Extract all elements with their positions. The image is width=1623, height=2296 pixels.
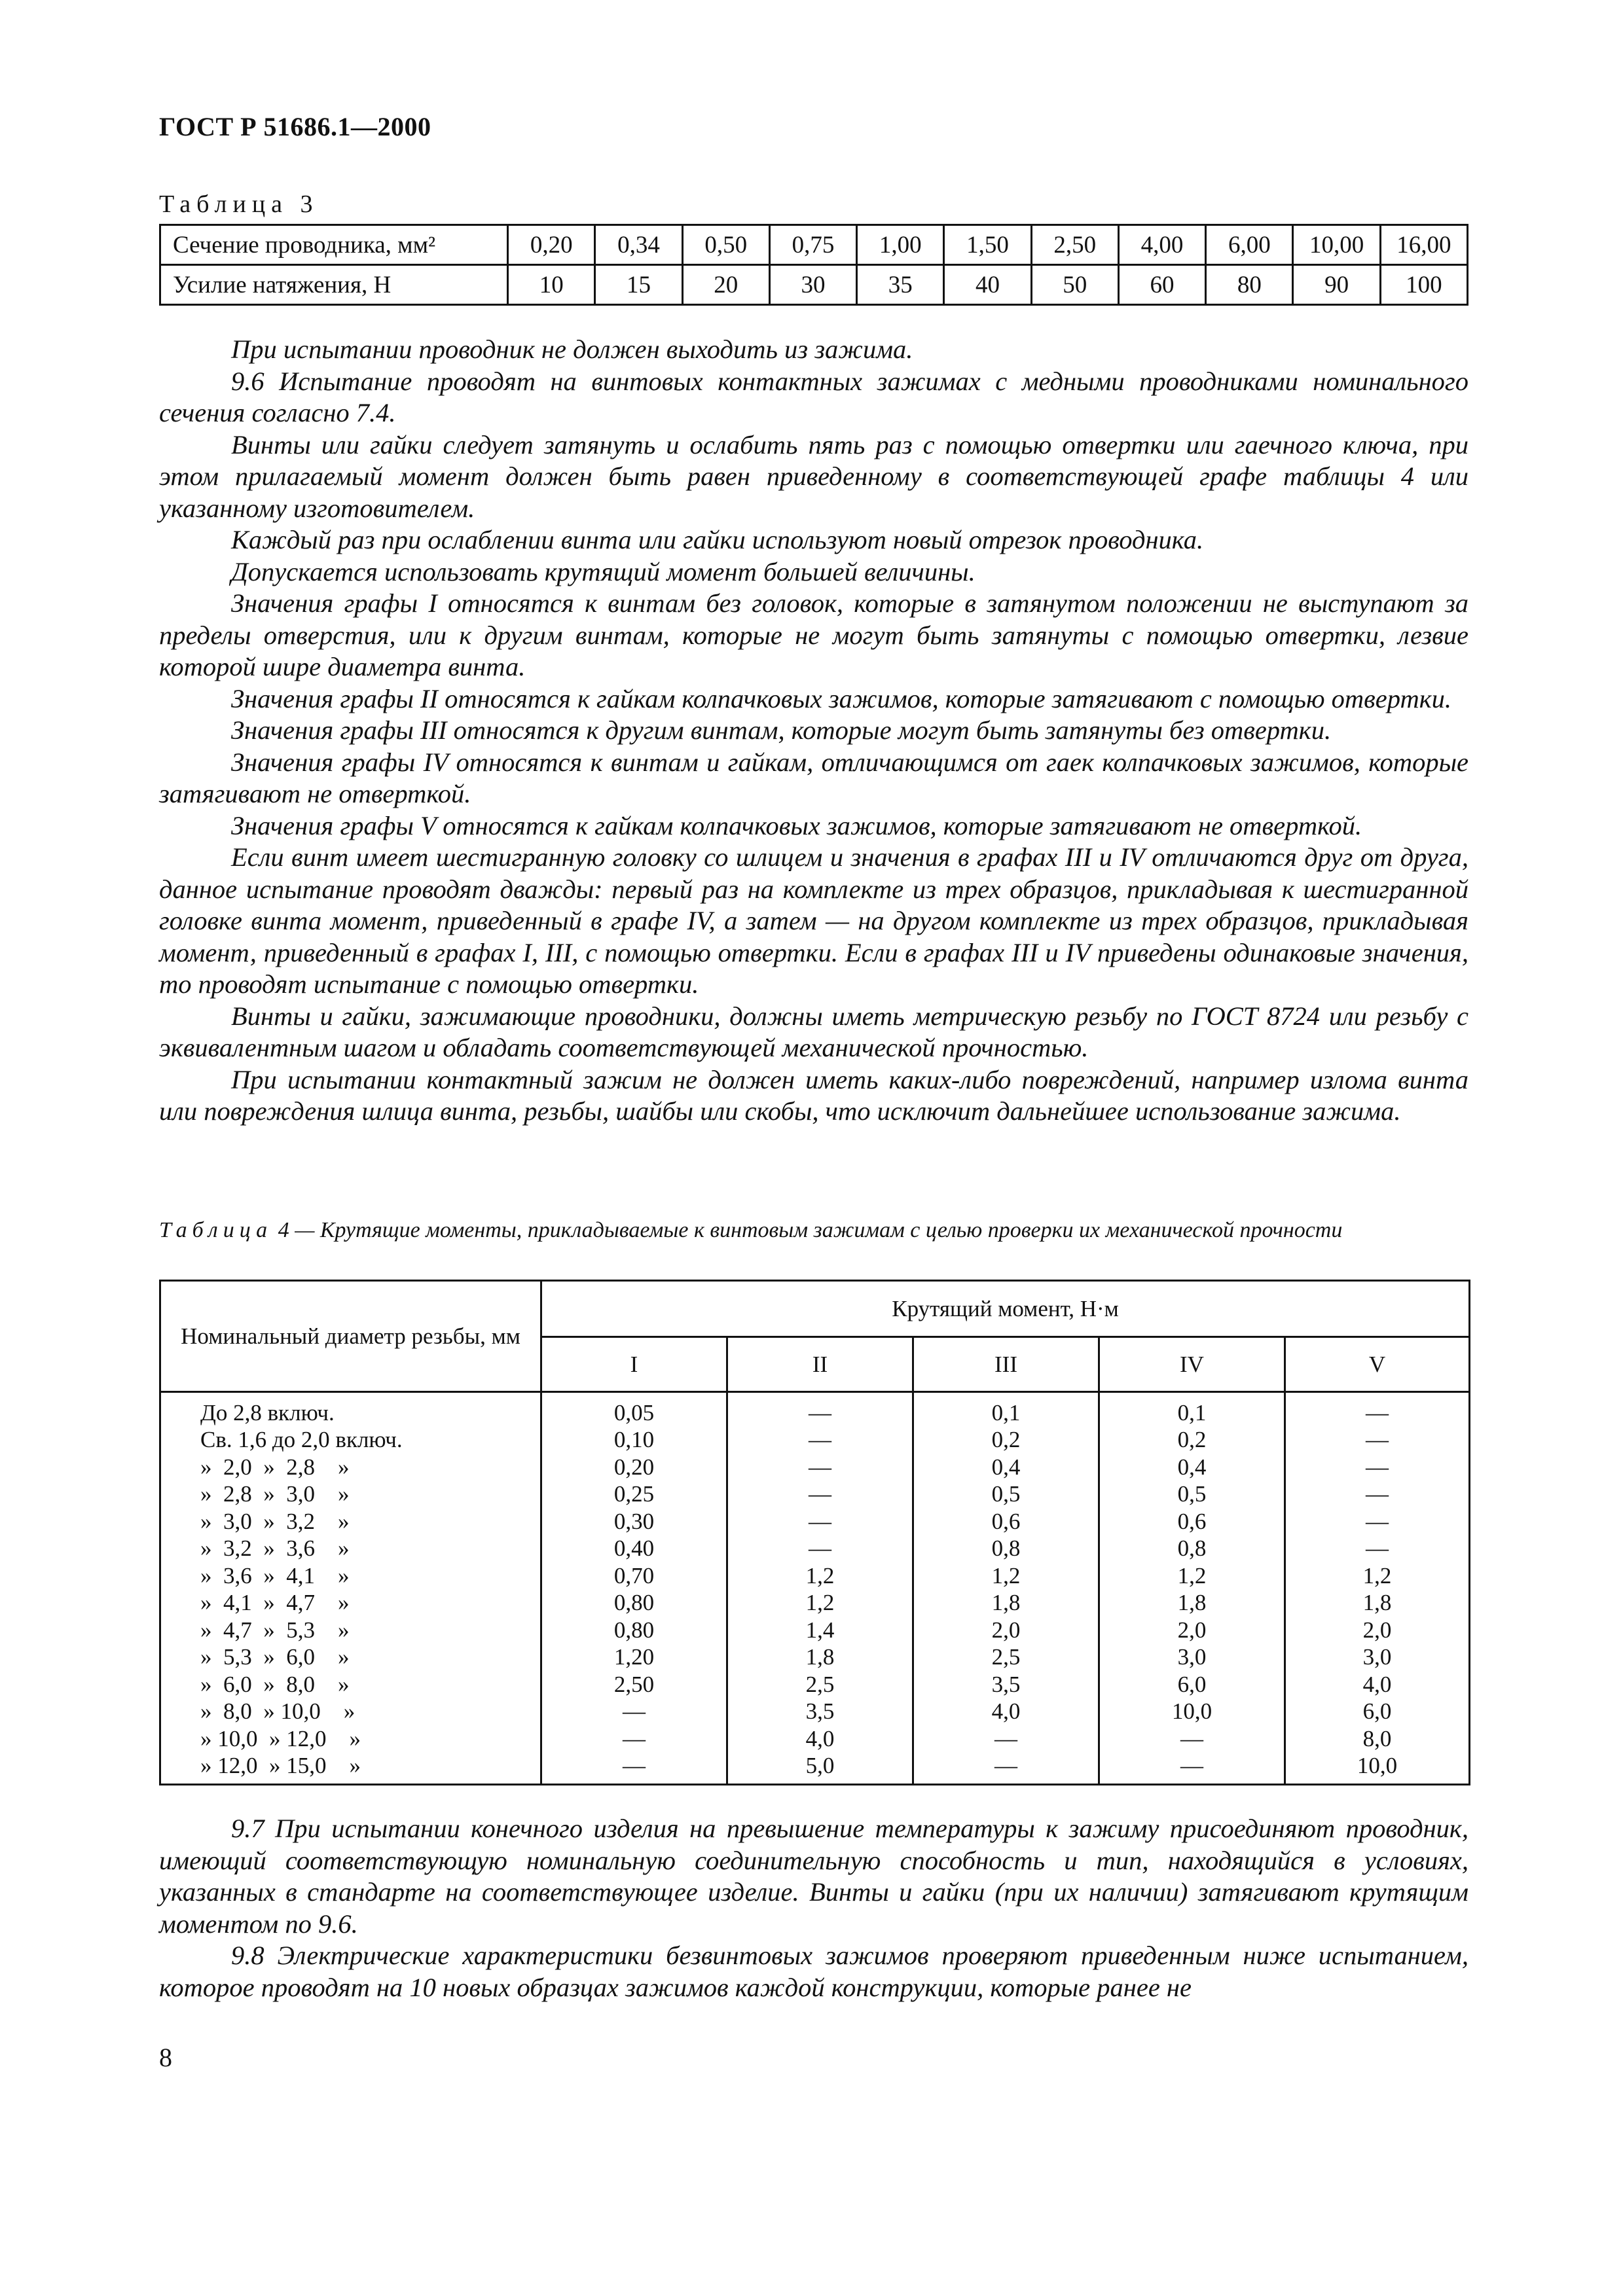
- table-cell: 60: [1118, 265, 1205, 305]
- table-cell: 2,50: [541, 1671, 727, 1698]
- table-row: [160, 1644, 1470, 1672]
- table-row: [160, 1698, 1470, 1726]
- table-cell: 1,00: [857, 225, 944, 265]
- table-cell: 0,2: [1099, 1427, 1285, 1454]
- table-cell: 2,0: [1099, 1617, 1285, 1644]
- table-cell: 0,75: [769, 225, 856, 265]
- table-cell: 0,6: [913, 1508, 1099, 1535]
- table-cell: 0,70: [541, 1562, 727, 1590]
- table-cell-diameter: » 10,0 » 12,0 »: [160, 1725, 541, 1753]
- table-row: [160, 1671, 1470, 1698]
- table-cell: 0,25: [541, 1481, 727, 1509]
- table-cell: 10: [508, 265, 595, 305]
- table-cell: 0,1: [1099, 1392, 1285, 1427]
- table-header-row: [160, 1281, 1470, 1337]
- table3-caption: Таблица 3: [159, 190, 319, 218]
- table-cell: 1,8: [913, 1590, 1099, 1617]
- table-row: [160, 265, 1468, 305]
- table-row: [160, 225, 1468, 265]
- table-cell: 35: [857, 265, 944, 305]
- table-cell: —: [727, 1508, 913, 1535]
- paragraph: Каждый раз при ослаблении винта или гайки используют новый отрезок проводника.: [231, 525, 1204, 554]
- table-cell: 4,0: [727, 1725, 913, 1753]
- table-cell-diameter: До 2,8 включ.: [160, 1392, 541, 1427]
- table-cell: —: [1099, 1753, 1285, 1785]
- table4-caption-text: 4 — Крутящие моменты, прикладываемые к винтовым зажимам с целью проверки их механической прочности: [278, 1218, 1343, 1242]
- table-cell-diameter: » 3,2 » 3,6 »: [160, 1535, 541, 1563]
- table4-subheader: IV: [1099, 1337, 1285, 1392]
- paragraph: Значения графы IV относятся к винтам и гайкам, отличающимся от гаек колпачковых зажимов, которые затягивают не отверткой.: [159, 747, 1468, 808]
- paragraph: Значения графы III относятся к другим винтам, которые могут быть затянуты без отвертки.: [231, 715, 1332, 745]
- table-cell-diameter: » 5,3 » 6,0 »: [160, 1644, 541, 1672]
- table-cell: 3,5: [727, 1698, 913, 1726]
- table-cell: 1,20: [541, 1644, 727, 1672]
- table-cell: —: [727, 1481, 913, 1509]
- table-cell: —: [1285, 1508, 1470, 1535]
- table-cell: 0,4: [1099, 1454, 1285, 1481]
- body-text-block-1: [159, 334, 1468, 1128]
- table-row: [160, 1392, 1470, 1427]
- table-cell: 1,2: [727, 1562, 913, 1590]
- table-cell: 4,00: [1118, 225, 1205, 265]
- table-row: [160, 1725, 1470, 1753]
- table3: [159, 224, 1468, 306]
- table-cell: 0,40: [541, 1535, 727, 1563]
- table-row: [160, 1562, 1470, 1590]
- document-header: ГОСТ Р 51686.1—2000: [159, 112, 431, 141]
- table-cell: 2,5: [727, 1671, 913, 1698]
- table-cell: 15: [595, 265, 682, 305]
- table-row: [160, 1753, 1470, 1785]
- table-cell: 2,0: [913, 1617, 1099, 1644]
- paragraph: 9.8 Электрические характеристики безвинтовых зажимов проверяют приведенным ниже испытанием, которое проводят на 10 новых образцах зажимов каждой конструкции, которые ранее не: [159, 1941, 1468, 2002]
- table-cell-diameter: » 4,7 » 5,3 »: [160, 1617, 541, 1644]
- table-cell-diameter: Св. 1,6 до 2,0 включ.: [160, 1427, 541, 1454]
- paragraph: Винты и гайки, зажимающие проводники, должны иметь метрическую резьбу по ГОСТ 8724 или резьбу с эквивалентным шагом и обладать соответствующей механической прочностью.: [159, 1001, 1468, 1062]
- table-cell: —: [727, 1454, 913, 1481]
- table-cell: 8,0: [1285, 1725, 1470, 1753]
- table-cell: 5,0: [727, 1753, 913, 1785]
- table4: [159, 1280, 1470, 1785]
- table-cell: 10,00: [1293, 225, 1380, 265]
- table-cell: 3,0: [1099, 1644, 1285, 1672]
- table-cell: 1,8: [727, 1644, 913, 1672]
- table-cell-diameter: » 4,1 » 4,7 »: [160, 1590, 541, 1617]
- table-cell: 0,5: [913, 1481, 1099, 1509]
- paragraph: Винты или гайки следует затянуть и ослабить пять раз с помощью отвертки или гаечного ключа, при этом прилагаемый момент должен быть равен приведенному в соответствующей графе таблицы 4 или указанному изготовителем.: [159, 429, 1468, 523]
- table-cell-diameter: » 8,0 » 10,0 »: [160, 1698, 541, 1726]
- table-cell: 1,8: [1285, 1590, 1470, 1617]
- table-cell-diameter: » 12,0 » 15,0 »: [160, 1753, 541, 1785]
- table-row: [160, 1535, 1470, 1563]
- table-cell: 0,20: [508, 225, 595, 265]
- paragraph: Значения графы V относятся к гайкам колпачковых зажимов, которые затягивают не отверткой.: [231, 810, 1362, 840]
- table4-subheader: III: [913, 1337, 1099, 1392]
- table-cell: 0,10: [541, 1427, 727, 1454]
- table-row: [160, 1590, 1470, 1617]
- table-cell: —: [1099, 1725, 1285, 1753]
- paragraph: При испытании проводник не должен выходить из зажима.: [231, 334, 913, 364]
- table-cell: —: [541, 1753, 727, 1785]
- table-cell: 30: [769, 265, 856, 305]
- table-cell: 6,0: [1099, 1671, 1285, 1698]
- table-cell: 40: [944, 265, 1031, 305]
- table-cell: 1,2: [913, 1562, 1099, 1590]
- table-cell: —: [1285, 1481, 1470, 1509]
- table-cell: 3,5: [913, 1671, 1099, 1698]
- table-row: [160, 1481, 1470, 1509]
- table-cell: 0,80: [541, 1590, 727, 1617]
- table-cell: 16,00: [1380, 225, 1467, 265]
- table-cell: 20: [682, 265, 769, 305]
- table-row: [160, 1454, 1470, 1481]
- table-cell: 0,4: [913, 1454, 1099, 1481]
- table-cell: 4,0: [1285, 1671, 1470, 1698]
- table4-caption: [159, 1217, 1468, 1244]
- table-cell: —: [1285, 1392, 1470, 1427]
- table-cell: —: [541, 1725, 727, 1753]
- table4-subheader: V: [1285, 1337, 1470, 1392]
- table-cell: 1,50: [944, 225, 1031, 265]
- table4-col1-header: Номинальный диаметр резьбы, мм: [160, 1281, 541, 1392]
- table-cell: —: [727, 1427, 913, 1454]
- table-cell: —: [1285, 1454, 1470, 1481]
- table-cell: 0,05: [541, 1392, 727, 1427]
- table-cell: 3,0: [1285, 1644, 1470, 1672]
- table-cell: 1,2: [1285, 1562, 1470, 1590]
- table-cell: 0,8: [1099, 1535, 1285, 1563]
- table-cell: 0,2: [913, 1427, 1099, 1454]
- table-cell: 0,50: [682, 225, 769, 265]
- table-cell: —: [727, 1392, 913, 1427]
- table-cell-diameter: » 3,0 » 3,2 »: [160, 1508, 541, 1535]
- table-cell: 0,30: [541, 1508, 727, 1535]
- table-cell: 6,0: [1285, 1698, 1470, 1726]
- table4-body: [160, 1392, 1470, 1785]
- table4-caption-label: Таблица: [159, 1218, 273, 1242]
- table-cell: 2,0: [1285, 1617, 1470, 1644]
- paragraph: Значения графы I относятся к винтам без головок, которые в затянутом положении не выступают за пределы отверстия, или к другим винтам, которые не могут быть затянуты с помощью отвертки, лезвие которой шире диаметра винта.: [159, 588, 1468, 681]
- paragraph: 9.6 Испытание проводят на винтовых контактных зажимах с медными проводниками номинального сечения согласно 7.4.: [159, 366, 1468, 427]
- table-cell: —: [913, 1725, 1099, 1753]
- table-cell: 90: [1293, 265, 1380, 305]
- paragraph: При испытании контактный зажим не должен иметь каких-либо повреждений, например излома винта или повреждения шлица винта, резьбы, шайбы или скобы, что исключит дальнейшее использование зажима.: [159, 1064, 1468, 1126]
- table-cell-diameter: » 6,0 » 8,0 »: [160, 1671, 541, 1698]
- table-cell: 10,0: [1099, 1698, 1285, 1726]
- table-cell: —: [913, 1753, 1099, 1785]
- table-cell: Усилие натяжения, Н: [160, 265, 508, 305]
- table-cell: —: [727, 1535, 913, 1563]
- table-cell: 2,5: [913, 1644, 1099, 1672]
- table-cell: 6,00: [1206, 225, 1293, 265]
- body-text-block-2: [159, 1813, 1468, 2003]
- table-cell: 2,50: [1031, 225, 1118, 265]
- table-cell: 1,8: [1099, 1590, 1285, 1617]
- table-cell: 0,20: [541, 1454, 727, 1481]
- table-cell: 50: [1031, 265, 1118, 305]
- table-cell: 80: [1206, 265, 1293, 305]
- table-row: [160, 1617, 1470, 1644]
- table4-subheader: II: [727, 1337, 913, 1392]
- table-cell: 1,2: [1099, 1562, 1285, 1590]
- table-row: [160, 1508, 1470, 1535]
- table4-group-header: Крутящий момент, Н·м: [541, 1281, 1470, 1337]
- paragraph: 9.7 При испытании конечного изделия на превышение температуры к зажиму присоединяют проводник, имеющий соответствующую номинальную соединительную способность и тип, находящийся в условиях, указанных в стандарте на соответствующее изделие. Винты и гайки (при их наличии) затягивают крутящим моментом по 9.6.: [159, 1814, 1468, 1939]
- table-cell: —: [1285, 1427, 1470, 1454]
- table-cell: 0,5: [1099, 1481, 1285, 1509]
- table-cell: Сечение проводника, мм²: [160, 225, 508, 265]
- table-cell: 10,0: [1285, 1753, 1470, 1785]
- table-cell-diameter: » 2,0 » 2,8 »: [160, 1454, 541, 1481]
- paragraph: Если винт имеет шестигранную головку со шлицем и значения в графах III и IV отличаются друг от друга, данное испытание проводят дважды: первый раз на комплекте из трех образцов, прикладывая к шестигранной головке винта момент, приведенный в графе IV, а затем — на другом комплекте из трех образцов, прикладывая момент, приведенный в графах I, III, с помощью отвертки. Если в графах III и IV приведены одинаковые значения, то проводят испытание с помощью отвертки.: [159, 842, 1468, 999]
- table-cell: 0,6: [1099, 1508, 1285, 1535]
- table-cell: 0,34: [595, 225, 682, 265]
- paragraph: Допускается использовать крутящий момент большей величины.: [231, 556, 976, 586]
- table-cell: 1,4: [727, 1617, 913, 1644]
- table-row: [160, 1427, 1470, 1454]
- table-cell: 0,80: [541, 1617, 727, 1644]
- table-cell: 100: [1380, 265, 1467, 305]
- table-cell-diameter: » 3,6 » 4,1 »: [160, 1562, 541, 1590]
- table-cell: 4,0: [913, 1698, 1099, 1726]
- table-cell: 0,1: [913, 1392, 1099, 1427]
- page-number: 8: [159, 2043, 172, 2072]
- paragraph: Значения графы II относятся к гайкам колпачковых зажимов, которые затягивают с помощью отвертки.: [231, 683, 1452, 713]
- table-cell: —: [1285, 1535, 1470, 1563]
- table-cell: —: [541, 1698, 727, 1726]
- table-cell-diameter: » 2,8 » 3,0 »: [160, 1481, 541, 1509]
- table4-subheader: I: [541, 1337, 727, 1392]
- table-cell: 1,2: [727, 1590, 913, 1617]
- table-cell: 0,8: [913, 1535, 1099, 1563]
